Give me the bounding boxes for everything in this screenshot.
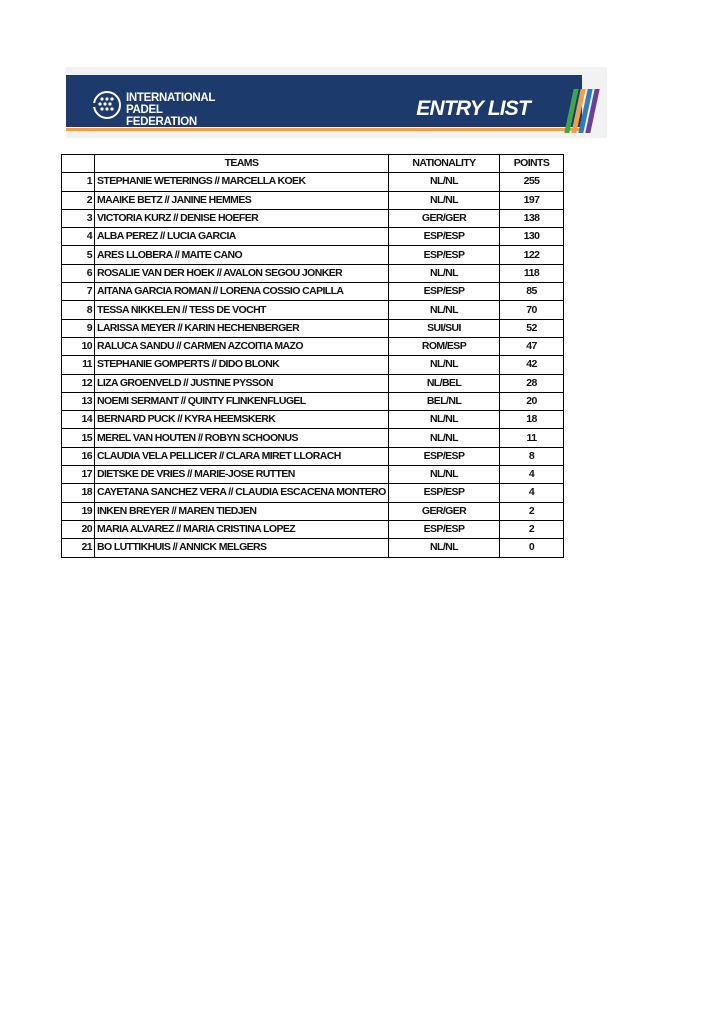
header-teams: TEAMS: [95, 155, 389, 173]
nationality-cell: ESP/ESP: [389, 246, 500, 264]
team-cell: BO LUTTIKHUIS // ANNICK MELGERS: [95, 539, 389, 557]
team-cell: BERNARD PUCK // KYRA HEEMSKERK: [95, 411, 389, 429]
team-cell: ARES LLOBERA // MAITE CANO: [95, 246, 389, 264]
nationality-cell: ESP/ESP: [389, 484, 500, 502]
table-row: [62, 228, 564, 246]
nationality-cell: BEL/NL: [389, 392, 500, 410]
row-number: 4: [62, 228, 95, 246]
nationality-cell: NL/NL: [389, 539, 500, 557]
points-cell: 47: [500, 337, 564, 355]
points-cell: 118: [500, 264, 564, 282]
nationality-cell: NL/NL: [389, 173, 500, 191]
points-cell: 0: [500, 539, 564, 557]
table-row: [62, 520, 564, 538]
logo-line-2: PADEL: [126, 104, 163, 116]
table-row: [62, 337, 564, 355]
points-cell: 20: [500, 392, 564, 410]
nationality-cell: NL/NL: [389, 411, 500, 429]
row-number: 6: [62, 264, 95, 282]
points-cell: 138: [500, 209, 564, 227]
nationality-cell: ESP/ESP: [389, 228, 500, 246]
table-row: [62, 319, 564, 337]
team-cell: STEPHANIE WETERINGS // MARCELLA KOEK: [95, 173, 389, 191]
header-banner: [66, 67, 607, 138]
team-cell: STEPHANIE GOMPERTS // DIDO BLONK: [95, 356, 389, 374]
table-row: [62, 264, 564, 282]
banner-navy-band: [66, 75, 582, 127]
points-cell: 52: [500, 319, 564, 337]
team-cell: MAAIKE BETZ // JANINE HEMMES: [95, 191, 389, 209]
entry-table: [61, 154, 564, 558]
team-cell: RALUCA SANDU // CARMEN AZCOITIA MAZO: [95, 337, 389, 355]
row-number: 16: [62, 447, 95, 465]
banner-orange-stripe: [66, 128, 582, 131]
nationality-cell: ESP/ESP: [389, 520, 500, 538]
points-cell: 4: [500, 466, 564, 484]
row-number: 18: [62, 484, 95, 502]
nationality-cell: GER/GER: [389, 502, 500, 520]
row-number: 2: [62, 191, 95, 209]
points-cell: 122: [500, 246, 564, 264]
nationality-cell: SUI/SUI: [389, 319, 500, 337]
header-num: [62, 155, 95, 173]
nationality-cell: ESP/ESP: [389, 283, 500, 301]
table-row: [62, 301, 564, 319]
header-points: POINTS: [500, 155, 564, 173]
row-number: 19: [62, 502, 95, 520]
points-cell: 42: [500, 356, 564, 374]
team-cell: MEREL VAN HOUTEN // ROBYN SCHOONUS: [95, 429, 389, 447]
color-bars: [569, 89, 599, 133]
row-number: 9: [62, 319, 95, 337]
table-row: [62, 447, 564, 465]
row-number: 14: [62, 411, 95, 429]
nationality-cell: NL/NL: [389, 301, 500, 319]
table-row: [62, 484, 564, 502]
row-number: 15: [62, 429, 95, 447]
points-cell: 2: [500, 520, 564, 538]
points-cell: 18: [500, 411, 564, 429]
federation-name: [126, 92, 215, 128]
points-cell: 4: [500, 484, 564, 502]
row-number: 1: [62, 173, 95, 191]
team-cell: NOEMI SERMANT // QUINTY FLINKENFLUGEL: [95, 392, 389, 410]
row-number: 7: [62, 283, 95, 301]
row-number: 8: [62, 301, 95, 319]
logo-line-1: INTERNATIONAL: [126, 92, 216, 104]
team-cell: LARISSA MEYER // KARIN HECHENBERGER: [95, 319, 389, 337]
points-cell: 11: [500, 429, 564, 447]
table-row: [62, 283, 564, 301]
padel-logo-icon: [92, 90, 122, 120]
team-cell: ALBA PEREZ // LUCIA GARCIA: [95, 228, 389, 246]
table-row: [62, 209, 564, 227]
team-cell: VICTORIA KURZ // DENISE HOEFER: [95, 209, 389, 227]
row-number: 10: [62, 337, 95, 355]
table-row: [62, 356, 564, 374]
team-cell: MARIA ALVAREZ // MARIA CRISTINA LOPEZ: [95, 520, 389, 538]
points-cell: 2: [500, 502, 564, 520]
team-cell: CAYETANA SANCHEZ VERA // CLAUDIA ESCACENA MONTERO: [95, 484, 389, 502]
points-cell: 28: [500, 374, 564, 392]
points-cell: 197: [500, 191, 564, 209]
points-cell: 255: [500, 173, 564, 191]
row-number: 17: [62, 466, 95, 484]
row-number: 11: [62, 356, 95, 374]
nationality-cell: ESP/ESP: [389, 447, 500, 465]
nationality-cell: NL/NL: [389, 191, 500, 209]
team-cell: CLAUDIA VELA PELLICER // CLARA MIRET LLORACH: [95, 447, 389, 465]
points-cell: 8: [500, 447, 564, 465]
nationality-cell: NL/BEL: [389, 374, 500, 392]
header-nationality: NATIONALITY: [389, 155, 500, 173]
table-row: [62, 466, 564, 484]
team-cell: DIETSKE DE VRIES // MARIE-JOSE RUTTEN: [95, 466, 389, 484]
row-number: 13: [62, 392, 95, 410]
nationality-cell: NL/NL: [389, 356, 500, 374]
team-cell: AITANA GARCIA ROMAN // LORENA COSSIO CAPILLA: [95, 283, 389, 301]
table-row: [62, 502, 564, 520]
row-number: 21: [62, 539, 95, 557]
row-number: 5: [62, 246, 95, 264]
points-cell: 70: [500, 301, 564, 319]
nationality-cell: ROM/ESP: [389, 337, 500, 355]
team-cell: ROSALIE VAN DER HOEK // AVALON SEGOU JONKER: [95, 264, 389, 282]
table-row: [62, 392, 564, 410]
table-header-row: [62, 155, 564, 173]
table-row: [62, 411, 564, 429]
table-row: [62, 246, 564, 264]
nationality-cell: NL/NL: [389, 264, 500, 282]
table-row: [62, 191, 564, 209]
table-row: [62, 173, 564, 191]
logo-line-3: FEDERATION: [126, 116, 197, 128]
team-cell: LIZA GROENVELD // JUSTINE PYSSON: [95, 374, 389, 392]
team-cell: TESSA NIKKELEN // TESS DE VOCHT: [95, 301, 389, 319]
row-number: 3: [62, 209, 95, 227]
points-cell: 85: [500, 283, 564, 301]
table-row: [62, 429, 564, 447]
row-number: 20: [62, 520, 95, 538]
nationality-cell: NL/NL: [389, 466, 500, 484]
table-row: [62, 539, 564, 557]
team-cell: INKEN BREYER // MAREN TIEDJEN: [95, 502, 389, 520]
nationality-cell: NL/NL: [389, 429, 500, 447]
table-row: [62, 374, 564, 392]
row-number: 12: [62, 374, 95, 392]
nationality-cell: GER/GER: [389, 209, 500, 227]
page-title: ENTRY LIST: [416, 97, 530, 120]
points-cell: 130: [500, 228, 564, 246]
